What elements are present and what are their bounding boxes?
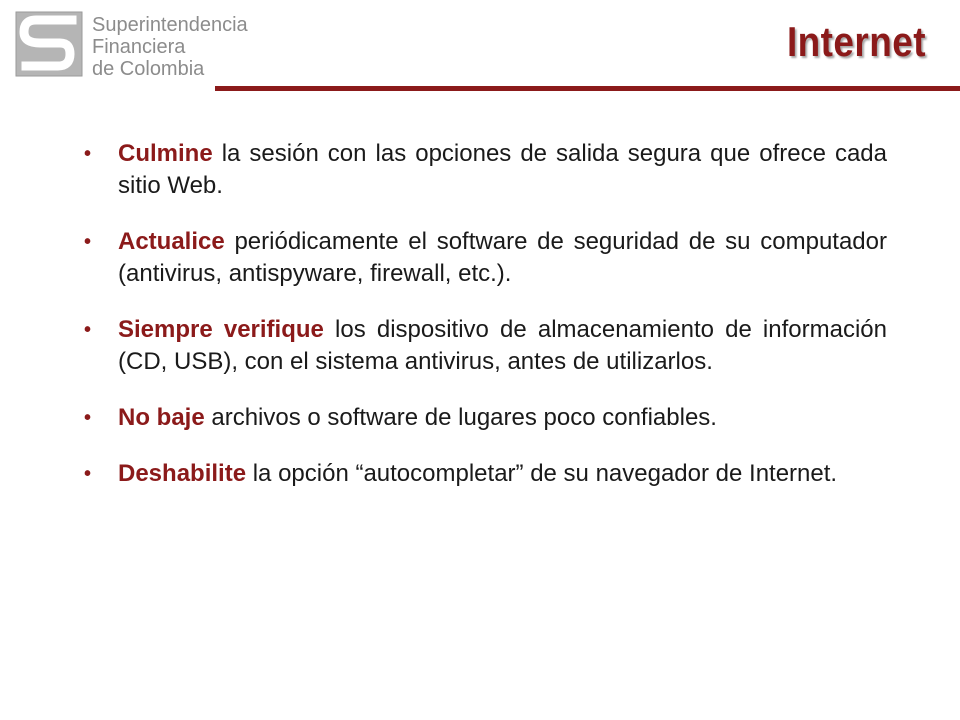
bullet-text: archivos o software de lugares poco confiables. — [204, 404, 717, 431]
bullet-dot-icon: • — [84, 463, 92, 485]
bullet-text: los dispositivo de almacenamiento de información (CD, USB), con el sistema antivirus, antes de utilizarlos. — [118, 316, 887, 375]
bullet-dot-icon: • — [84, 143, 92, 165]
bullet-text: la opción “autocompletar” de su navegador de Internet. — [246, 460, 838, 487]
bullet-dot-icon: • — [84, 231, 92, 253]
logo-s-emblem-icon — [14, 10, 86, 78]
bullet-item — [82, 226, 887, 290]
bullet-item — [82, 402, 887, 434]
bullet-text: periódicamente el software de seguridad de su computador (antivirus, antispyware, firewall, etc.). — [118, 228, 887, 287]
bullet-keyword: Siempre verifique — [118, 316, 324, 343]
bullet-dot-icon: • — [84, 319, 92, 341]
title-underline — [215, 86, 960, 91]
bullet-list — [82, 138, 887, 514]
bullet-keyword: Culmine — [118, 140, 213, 167]
superintendencia-logo — [14, 10, 254, 82]
logo-line-2: Financiera — [92, 36, 186, 58]
logo-line-3: de Colombia — [92, 58, 205, 80]
bullet-text: la sesión con las opciones de salida segura que ofrece cada sitio Web. — [118, 140, 887, 199]
bullet-item — [82, 458, 887, 490]
logo-line-1: Superintendencia — [92, 14, 248, 36]
slide-title: Internet — [786, 18, 926, 65]
bullet-keyword: Actualice — [118, 228, 225, 255]
logo-wordmark — [92, 14, 248, 80]
bullet-dot-icon: • — [84, 407, 92, 429]
bullet-keyword: Deshabilite — [118, 460, 247, 487]
bullet-keyword: No baje — [118, 404, 205, 431]
bullet-item — [82, 138, 887, 202]
bullet-item — [82, 314, 887, 378]
